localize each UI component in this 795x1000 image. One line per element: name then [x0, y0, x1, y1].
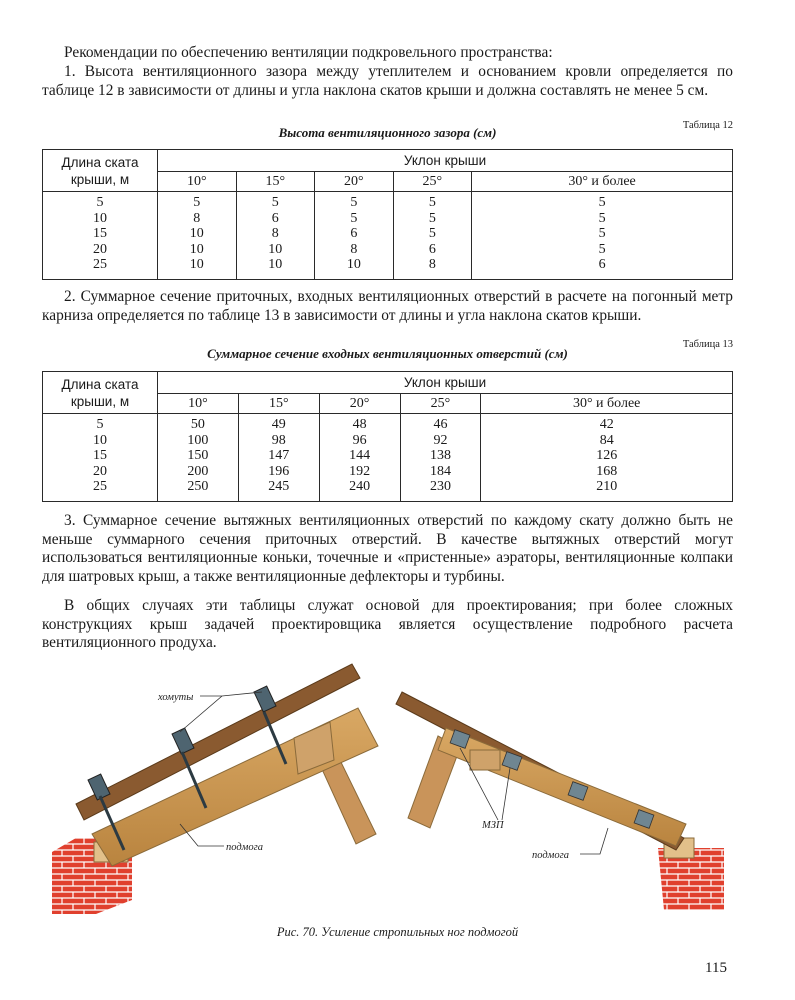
figure-caption: Рис. 70. Усиление стропильных ног подмогой	[276, 925, 519, 939]
table-cell: 10	[189, 241, 204, 257]
table-13-col-header: 30° и более	[481, 394, 733, 414]
table-cell: 10	[268, 241, 283, 257]
table-cell: 84	[599, 432, 614, 448]
table-13-column-15deg	[238, 414, 319, 502]
table-12-title: Высота вентиляционного зазора (см)	[278, 125, 497, 140]
table-cell: 240	[349, 479, 371, 494]
table-cell: 98	[271, 432, 286, 448]
table-cell: 126	[596, 448, 618, 463]
paragraph-1: 1. Высота вентиляционного зазора между утеплителем и основанием кровли определяется по таблице 12 в зависимости от длины и угла наклона скатов крыши и должна составлять не менее 5 см.	[42, 63, 733, 99]
table-cell: 5	[96, 195, 104, 210]
label-support-right: подмога	[532, 850, 569, 861]
table-13-col-header: 20°	[319, 394, 400, 414]
table-cell: 10	[189, 257, 204, 272]
table-13-title: Суммарное сечение входных вентиляционных отверстий (см)	[207, 346, 568, 361]
table-cell: 8	[350, 241, 358, 257]
table-cell: 10	[268, 257, 283, 272]
table-cell: 196	[268, 463, 290, 479]
label-clamps: хомуты	[158, 692, 194, 703]
table-cell: 5	[598, 241, 606, 257]
table-cell: 6	[428, 241, 436, 257]
page-number: 115	[705, 960, 727, 976]
table-cell: 5	[598, 195, 606, 210]
table-cell: 42	[599, 417, 614, 432]
table-cell: 5	[428, 210, 436, 226]
table-cell: 192	[349, 463, 371, 479]
table-cell: 46	[433, 417, 448, 432]
table-12-row-header: Длина ската крыши, м	[43, 150, 158, 192]
table-cell: 15	[93, 226, 107, 241]
table-cell: 138	[429, 448, 451, 463]
table-cell: 50	[190, 417, 205, 432]
table-cell: 147	[268, 448, 290, 463]
table-cell: 96	[352, 432, 367, 448]
table-13-col-header: 10°	[158, 394, 239, 414]
table-cell: 150	[187, 448, 209, 463]
table-cell: 25	[93, 479, 107, 494]
table-cell: 5	[350, 195, 358, 210]
paragraph-4: В общих случаях эти таблицы служат основой для проектирования; при более сложных конструкциях крыш задачей проектировщика является осуществление подробного расчета вентиляционного продуха.	[42, 597, 733, 652]
table-cell: 10	[346, 257, 361, 272]
table-cell: 5	[598, 210, 606, 226]
table-13	[42, 371, 733, 502]
table-cell: 92	[433, 432, 448, 448]
rafter-reinforcement-illustration	[40, 652, 740, 922]
table-cell: 8	[271, 226, 279, 241]
label-support-left: подмога	[226, 842, 263, 853]
table-cell: 210	[596, 479, 618, 494]
paragraph-2: 2. Суммарное сечение приточных, входных вентиляционных отверстий в расчете на погонный метр карниза определяется по таблице 13 в зависимости от длины и угла наклона скатов крыши.	[42, 288, 733, 324]
table-cell: 6	[350, 226, 358, 241]
table-13-label: Таблица 13	[682, 339, 733, 350]
table-13-column-10deg	[158, 414, 239, 502]
table-13-group-header: Уклон крыши	[158, 372, 733, 394]
table-cell: 5	[428, 195, 436, 210]
table-12-group-header: Уклон крыши	[158, 150, 733, 172]
table-13-length-column	[43, 414, 158, 502]
table-cell: 20	[93, 463, 107, 479]
table-cell: 10	[93, 210, 107, 226]
table-cell: 6	[598, 257, 606, 272]
table-12-column-25deg	[393, 192, 472, 280]
table-12-col-header: 15°	[236, 172, 315, 192]
table-12-col-header: 25°	[393, 172, 472, 192]
paragraph-3: 3. Суммарное сечение вытяжных вентиляционных отверстий по каждому скату должно быть не меньше суммарного сечения приточных отверстий. В качестве вытяжных отверстий могут использоваться вентиляционные коньки, точечные и «пристенные» аэраторы, вентиляционные колпаки для шатровых крыш, а также вентиляционные дефлекторы и турбины.	[42, 512, 733, 585]
table-cell: 5	[350, 210, 358, 226]
table-12-label: Таблица 12	[682, 120, 733, 131]
table-12-length-column	[43, 192, 158, 280]
table-cell: 250	[187, 479, 209, 494]
table-cell: 5	[193, 195, 201, 210]
table-cell: 144	[349, 448, 371, 463]
table-cell: 5	[96, 417, 104, 432]
intro-text: Рекомендации по обеспечению вентиляции подкровельного пространства:	[64, 44, 553, 61]
table-cell: 49	[271, 417, 286, 432]
table-cell: 230	[429, 479, 451, 494]
table-cell: 184	[429, 463, 451, 479]
table-12-column-15deg	[236, 192, 315, 280]
table-cell: 6	[271, 210, 279, 226]
table-13-row-header: Длина ската крыши, м	[43, 372, 158, 414]
table-12-col-header: 20°	[315, 172, 394, 192]
table-cell: 15	[93, 448, 107, 463]
table-12	[42, 149, 733, 280]
table-12-col-header: 30° и более	[472, 172, 733, 192]
table-12-col-header: 10°	[158, 172, 237, 192]
table-13-col-header: 25°	[400, 394, 481, 414]
table-cell: 20	[93, 241, 107, 257]
table-cell: 8	[193, 210, 201, 226]
table-cell: 5	[271, 195, 279, 210]
table-13-column-30deg	[481, 414, 733, 502]
table-cell: 5	[598, 226, 606, 241]
table-cell: 200	[187, 463, 209, 479]
table-12-column-30deg	[472, 192, 733, 280]
table-cell: 48	[352, 417, 367, 432]
table-cell: 5	[428, 226, 436, 241]
table-cell: 168	[596, 463, 618, 479]
table-cell: 10	[189, 226, 204, 241]
table-13-column-20deg	[319, 414, 400, 502]
table-12-column-10deg	[158, 192, 237, 280]
table-13-column-25deg	[400, 414, 481, 502]
label-mzp: МЗП	[482, 820, 504, 831]
table-12-column-20deg	[315, 192, 394, 280]
table-cell: 100	[187, 432, 209, 448]
table-cell: 8	[428, 257, 436, 272]
table-13-col-header: 15°	[238, 394, 319, 414]
table-cell: 10	[93, 432, 107, 448]
table-cell: 25	[93, 257, 107, 272]
table-cell: 245	[268, 479, 290, 494]
